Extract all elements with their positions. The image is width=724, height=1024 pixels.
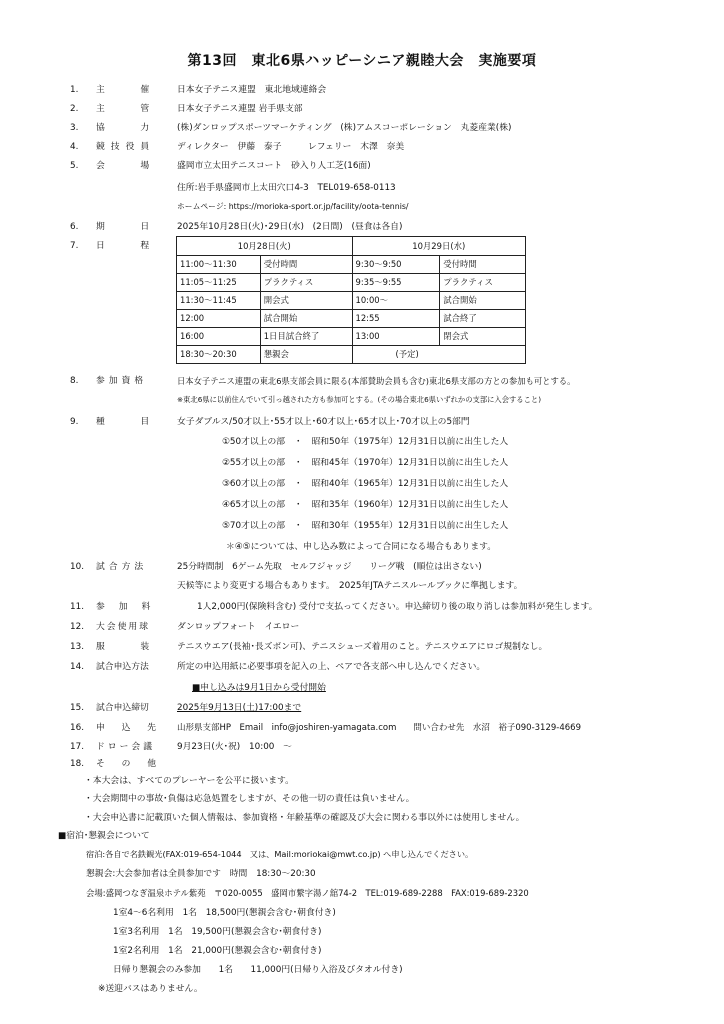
item-label: 参加資格: [96, 376, 148, 386]
schedule-header-row: [177, 237, 526, 256]
item-officials: [0, 139, 724, 155]
list-item: [0, 518, 724, 534]
item-others: [0, 756, 724, 772]
day1-time: 12:00: [177, 310, 261, 328]
item-value: 所定の申込用紙に必要事項を記入の上、ペアで各支部へ申し込んでください。: [177, 662, 486, 672]
item-label: 会 場: [96, 161, 156, 171]
lodging-bus-note: ※送迎バスはありません。: [98, 984, 203, 994]
eligibility-note-row: [0, 392, 724, 408]
division-text: ④65才以上の部 ・ 昭和35年（1960年）12月31日以前に出生した人: [222, 500, 509, 510]
match-note: 天候等により変更する場合もあります。 2025年JTAテニスルールブックに準拠します。: [177, 581, 523, 591]
item-number: 4.: [70, 142, 79, 152]
day2-time: 9:35～9:55: [352, 274, 440, 292]
item-contact: [0, 720, 724, 736]
lodging-bus-row: [0, 981, 724, 997]
item-number: 1.: [70, 85, 79, 95]
table-row: [177, 346, 526, 364]
day2-note-cell: [352, 346, 526, 364]
item-number: 11.: [70, 602, 84, 612]
contact-value: 山形県支部HP Email info@joshiren-yamagata.com 問い合わせ先 水沼 裕子090-3129-4669: [177, 723, 581, 733]
division-text: ③60才以上の部 ・ 昭和40年（1965年）12月31日以前に出生した人: [222, 479, 509, 489]
item-value: 2025年10月28日(火)･29日(水) (2日間) (昼食は各自): [177, 222, 403, 232]
venue-address: 住所:岩手県盛岡市上太田穴口4-3 TEL019-658-0113: [177, 183, 396, 193]
item-venue: [0, 158, 724, 174]
item-label: ドロー会議: [96, 742, 155, 752]
eligibility-note: ※東北6県に以前住んでいて引っ越された方も参加可とする。(その場合東北6県いずれかの支部に入会すること): [177, 395, 542, 404]
item-label: 主 催: [96, 85, 156, 95]
lodging-plan: 1室4～6名利用 1名 18,500円(懇親会含む･朝食付き): [113, 908, 336, 918]
day1-event: プラクティス: [260, 274, 352, 292]
item-label: 試合方法: [96, 562, 148, 572]
lodging-party: 懇親会:大会参加者は全員参加です 時間 18:30～20:30: [86, 869, 316, 879]
item-label: 試合申込方法: [96, 662, 149, 672]
day2-event: 受付時間: [440, 256, 526, 274]
item-number: 10.: [70, 562, 84, 572]
item-value: 1人2,000円(保険料含む) 受付で支払ってください。申込締切り後の取り消しは参加料が発生します。: [197, 602, 598, 612]
item-ball: [0, 619, 724, 635]
lodging-plan: 1室3名利用 1名 19,500円(懇親会含む･朝食付き): [113, 927, 322, 937]
item-period: [0, 219, 724, 235]
list-item: [0, 773, 724, 789]
item-number: 2.: [70, 104, 79, 114]
item-number: 12.: [70, 622, 84, 632]
item-label: 種 目: [96, 417, 156, 427]
venue-homepage-row: [0, 199, 724, 215]
lodging-stay: 宿泊:各自で名鉄観光(FAX:019-654-1044 又は、Mail:moriokai@mwt.co.jp) へ申し込んでください。: [86, 849, 474, 859]
lodging-stay-row: [0, 846, 724, 862]
item-number: 9.: [70, 417, 79, 427]
list-item: [0, 924, 724, 940]
table-row: [177, 292, 526, 310]
item-label: 期 日: [96, 222, 156, 232]
events-note: ＊④⑤については、申し込み数によって合同になる場合もあります。: [226, 542, 497, 552]
day1-event: 試合開始: [260, 310, 352, 328]
list-item: [0, 962, 724, 978]
day2-event: 試合開始: [440, 292, 526, 310]
day1-time: 11:30～11:45: [177, 292, 261, 310]
table-row: [177, 274, 526, 292]
item-draw: [0, 739, 724, 755]
item-fee: [0, 599, 724, 615]
item-number: 17.: [70, 742, 84, 752]
item-number: 13.: [70, 642, 84, 652]
day2-time: 10:00～: [352, 292, 440, 310]
day1-event: 受付時間: [260, 256, 352, 274]
item-value: 日本女子テニス連盟 岩手県支部: [177, 104, 303, 114]
item-number: 5.: [70, 161, 79, 171]
day2-time: 12:55: [352, 310, 440, 328]
day2-note: (予定): [395, 349, 419, 359]
others-line: ・大会申込書に記載頂いた個人情報は、参加資格・年齢基準の確認及び大会に関わる事以外には使用しません。: [84, 813, 525, 823]
item-attire: [0, 639, 724, 655]
schedule-table: [176, 236, 526, 364]
item-label: 試合申込締切: [96, 703, 149, 713]
lodging-place: 会場:盛岡つなぎ温泉ホテル紫苑 〒020-0055 盛岡市繋字湯ノ舘74-2 TEL:019-689-2288 FAX:019-689-2320: [86, 888, 529, 898]
division-text: ②55才以上の部 ・ 昭和45年（1970年）12月31日以前に出生した人: [222, 458, 509, 468]
item-label: 服 装: [96, 642, 156, 652]
deadline-value: 2025年9月13日(土)17:00まで: [177, 703, 302, 713]
item-label: 参加料: [96, 602, 165, 612]
item-label: そ の 他: [96, 759, 160, 769]
day1-time: 18:30～20:30: [177, 346, 261, 364]
match-note-row: [0, 578, 724, 594]
list-item: [0, 943, 724, 959]
item-cooperation: [0, 120, 724, 136]
item-value: ディレクター 伊藤 泰子 レフェリー 木澤 奈美: [177, 142, 405, 152]
item-deadline: [0, 700, 724, 716]
item-label: 申 込 先: [96, 723, 160, 733]
item-value: ダンロップフォート イエロー: [177, 622, 300, 632]
list-item: [0, 497, 724, 513]
lodging-party-row: [0, 866, 724, 882]
item-value: 女子ダブルス/50才以上･55才以上･60才以上･65才以上･70才以上の5部門: [177, 417, 470, 427]
lodging-place-row: [0, 885, 724, 901]
application-note: ■申し込みは9月1日から受付開始: [192, 683, 326, 693]
item-label: 日 程: [96, 241, 156, 251]
table-row: [177, 256, 526, 274]
events-note-row: [0, 539, 724, 555]
page-title: 第13回 東北6県ハッピーシニア親睦大会 実施要項: [187, 53, 537, 69]
list-item: [0, 434, 724, 450]
item-value: 盛岡市立太田テニスコート 砂入り人工芝(16面): [177, 161, 371, 171]
item-management: [0, 101, 724, 117]
others-line: ・大会期間中の事故･負傷は応急処置をしますが、その他一切の責任は負いません。: [84, 794, 415, 804]
list-item: [0, 810, 724, 826]
item-match-method: [0, 559, 724, 575]
item-number: 16.: [70, 723, 84, 733]
item-label: 競技役員: [96, 142, 156, 152]
item-number: 3.: [70, 123, 79, 133]
item-eligibility: [0, 373, 724, 389]
item-number: 6.: [70, 222, 79, 232]
venue-homepage-link[interactable]: ホームページ: https://morioka-sport.or.jp/facility/oota-tennis/: [177, 202, 409, 211]
item-label: 協 力: [96, 123, 156, 133]
list-item: [0, 455, 724, 471]
day2-event: プラクティス: [440, 274, 526, 292]
lodging-plan: 日帰り懇親会のみ参加 1名 11,000円(日帰り入浴及びタオル付き): [113, 965, 403, 975]
lodging-heading-row: [0, 828, 724, 844]
day2-time: 13:00: [352, 328, 440, 346]
item-value: 日本女子テニス連盟 東北地域連絡会: [177, 85, 327, 95]
list-item: [0, 905, 724, 921]
day1-time: 11:00～11:30: [177, 256, 261, 274]
item-number: 8.: [70, 376, 79, 386]
item-value: テニスウエア(長袖･長ズボン可)、テニスシューズ着用のこと。テニスウエアにロゴ規制なし。: [177, 642, 548, 652]
day1-event: 1日目試合終了: [260, 328, 352, 346]
day2-header: 10月29日(水): [352, 237, 526, 256]
day2-time: 9:30～9:50: [352, 256, 440, 274]
item-number: 18.: [70, 759, 84, 769]
lodging-heading: ■宿泊･懇親会について: [58, 831, 150, 841]
venue-address-row: [0, 180, 724, 196]
item-label: 大会使用球: [96, 622, 150, 632]
item-number: 14.: [70, 662, 84, 672]
item-value: 9月23日(火･祝) 10:00 ～: [177, 742, 292, 752]
item-label: 主 管: [96, 104, 156, 114]
day1-time: 16:00: [177, 328, 261, 346]
item-value: 日本女子テニス連盟の東北6県支部会員に限る(本部賛助会員も含む)東北6県支部の方との参加も可とする。: [177, 376, 576, 386]
item-events: [0, 414, 724, 430]
division-text: ①50才以上の部 ・ 昭和50年（1975年）12月31日以前に出生した人: [222, 437, 509, 447]
item-application: [0, 659, 724, 675]
table-row: [177, 310, 526, 328]
division-text: ⑤70才以上の部 ・ 昭和30年（1955年）12月31日以前に出生した人: [222, 521, 509, 531]
day1-time: 11:05～11:25: [177, 274, 261, 292]
day1-event: 懇親会: [260, 346, 352, 364]
lodging-plan: 1室2名利用 1名 21,000円(懇親会含む･朝食付き): [113, 946, 322, 956]
others-line: ・本大会は、すべてのプレーヤーを公平に扱います。: [84, 776, 294, 786]
item-value: (株)ダンロップスポーツマーケティング (株)アムスコーポレーション 丸菱産業(株): [177, 123, 512, 133]
application-note-row: [0, 680, 724, 696]
day2-event: 試合終了: [440, 310, 526, 328]
item-organizer: [0, 82, 724, 98]
list-item: [0, 791, 724, 807]
day1-event: 開会式: [260, 292, 352, 310]
day1-header: 10月28日(火): [177, 237, 353, 256]
day2-event: 閉会式: [440, 328, 526, 346]
item-number: 7.: [70, 241, 79, 251]
table-row: [177, 328, 526, 346]
list-item: [0, 476, 724, 492]
item-number: 15.: [70, 703, 84, 713]
item-value: 25分時間制 6ゲーム先取 セルフジャッジ リーグ戦 (順位は出さない): [177, 562, 482, 572]
